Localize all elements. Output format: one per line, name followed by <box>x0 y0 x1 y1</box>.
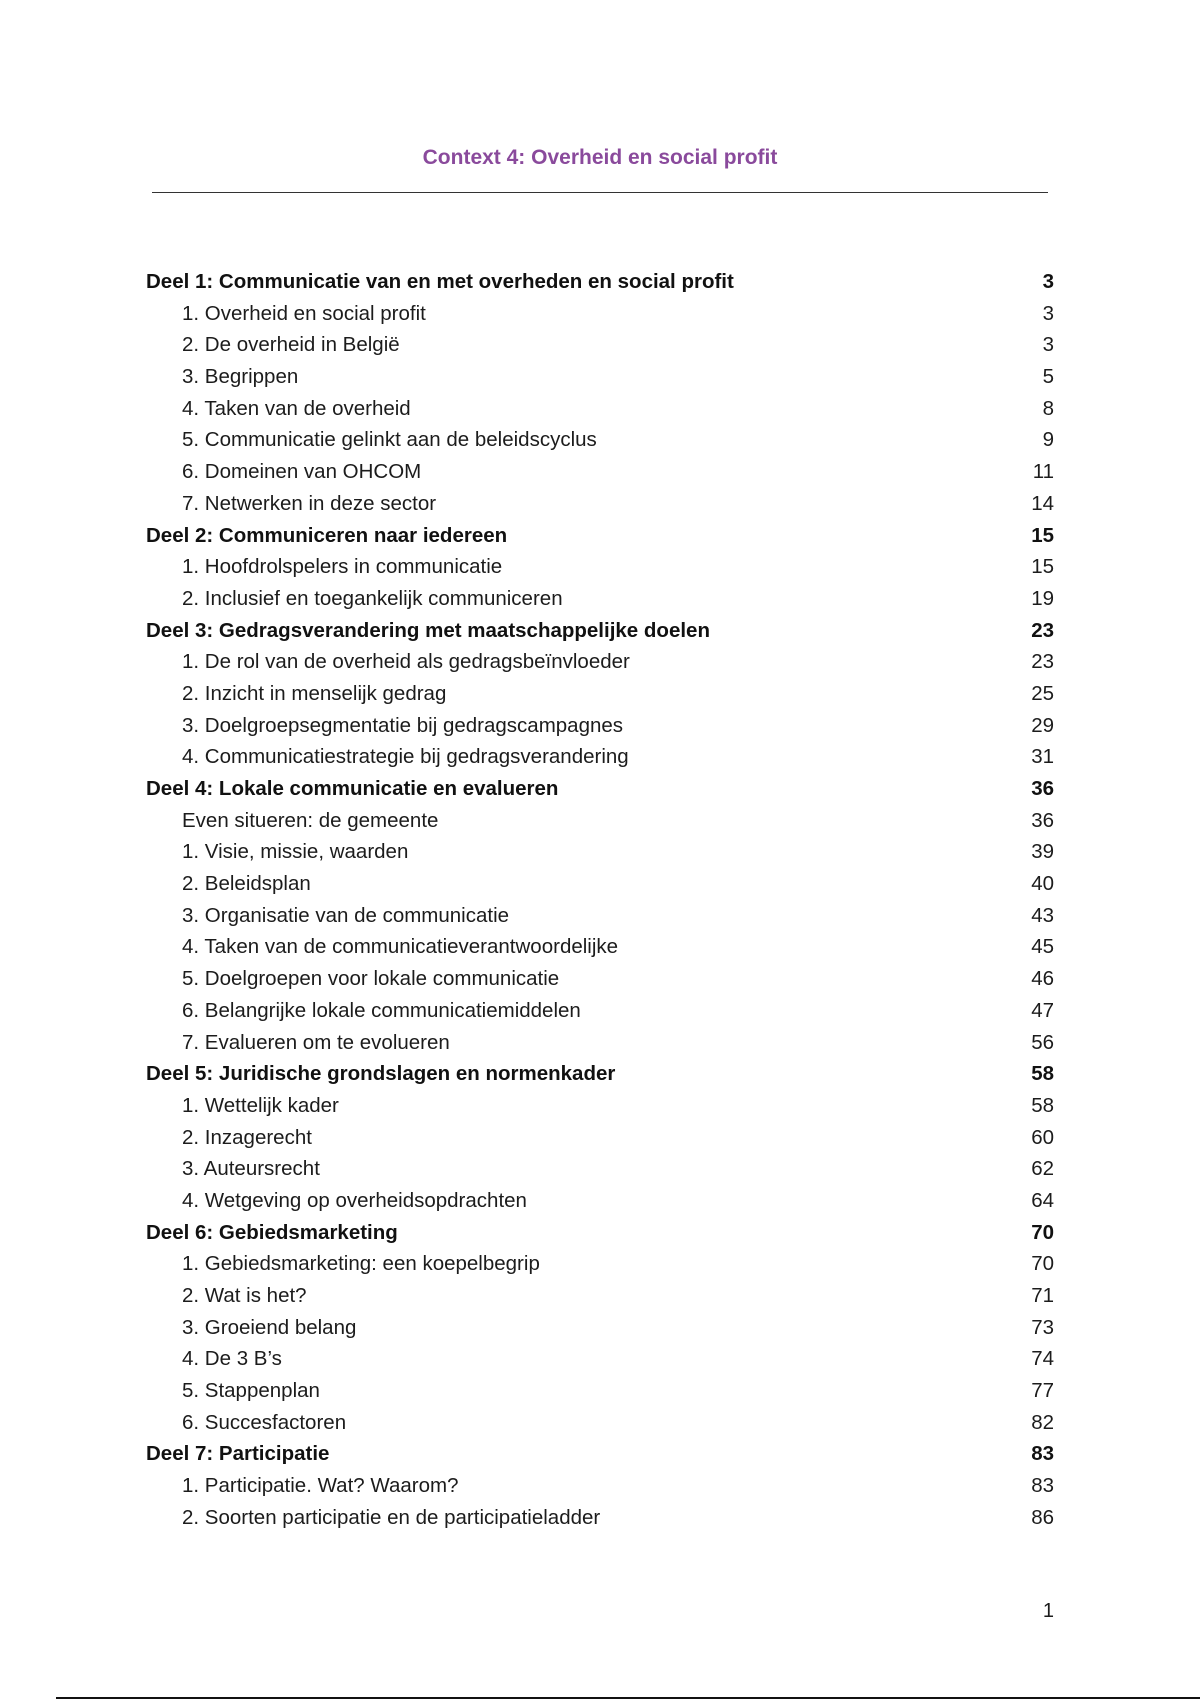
toc-entry-label: 4. Wetgeving op overheidsopdrachten <box>182 1188 527 1212</box>
toc-sub-entry[interactable] <box>146 1185 1054 1217</box>
toc-entry-label: 4. Communicatiestrategie bij gedragsverandering <box>182 745 629 769</box>
toc-sub-entry[interactable] <box>146 1122 1054 1154</box>
toc-entry-page: 77 <box>1031 1379 1054 1403</box>
toc-entry-page: 70 <box>1031 1252 1054 1276</box>
toc-entry-page: 14 <box>1031 491 1054 515</box>
toc-entry-page: 8 <box>1042 396 1054 420</box>
toc-sub-entry[interactable] <box>146 456 1054 488</box>
toc-sub-entry[interactable] <box>146 1407 1054 1439</box>
toc-entry-label: 2. Inclusief en toegankelijk communiceren <box>182 586 563 610</box>
toc-entry-label: 2. Inzicht in menselijk gedrag <box>182 681 447 705</box>
toc-sub-entry[interactable] <box>146 710 1054 742</box>
toc-sub-entry[interactable] <box>146 963 1054 995</box>
toc-sub-entry[interactable] <box>146 1153 1054 1185</box>
toc-entry-page: 31 <box>1031 745 1054 769</box>
toc-entry-label: 2. De overheid in België <box>182 333 400 357</box>
toc-sub-entry[interactable] <box>146 393 1054 425</box>
toc-entry-label: Even situeren: de gemeente <box>182 808 439 832</box>
toc-entry-page: 62 <box>1031 1157 1054 1181</box>
toc-sub-entry[interactable] <box>146 805 1054 837</box>
toc-entry-label: 2. Soorten participatie en de participatieladder <box>182 1505 601 1529</box>
toc-entry-page: 83 <box>1031 1442 1054 1466</box>
toc-sub-entry[interactable] <box>146 931 1054 963</box>
toc-entry-page: 45 <box>1031 935 1054 959</box>
toc-sub-entry[interactable] <box>146 900 1054 932</box>
toc-sub-entry[interactable] <box>146 361 1054 393</box>
toc-sub-entry[interactable] <box>146 678 1054 710</box>
toc-entry-page: 73 <box>1031 1315 1054 1339</box>
toc-sub-entry[interactable] <box>146 1343 1054 1375</box>
toc-part-entry[interactable] <box>146 266 1054 298</box>
toc-entry-label: 1. Visie, missie, waarden <box>182 840 409 864</box>
table-of-contents <box>146 266 1054 1534</box>
toc-entry-label: 3. Begrippen <box>182 365 299 389</box>
toc-entry-page: 11 <box>1032 460 1054 484</box>
toc-entry-label: 2. Beleidsplan <box>182 872 311 896</box>
toc-entry-page: 23 <box>1031 650 1054 674</box>
toc-entry-page: 36 <box>1031 808 1054 832</box>
toc-entry-label: 7. Evalueren om te evolueren <box>182 1030 450 1054</box>
toc-entry-label: 2. Inzagerecht <box>182 1125 312 1149</box>
toc-sub-entry[interactable] <box>146 1280 1054 1312</box>
toc-entry-page: 56 <box>1031 1030 1054 1054</box>
toc-entry-page: 36 <box>1031 777 1054 800</box>
toc-entry-label: 5. Stappenplan <box>182 1379 320 1403</box>
toc-entry-page: 60 <box>1031 1125 1054 1149</box>
toc-sub-entry[interactable] <box>146 1248 1054 1280</box>
toc-entry-page: 74 <box>1031 1347 1054 1371</box>
toc-entry-page: 29 <box>1031 713 1054 737</box>
toc-entry-label: 1. Gebiedsmarketing: een koepelbegrip <box>182 1252 540 1276</box>
toc-part-entry[interactable] <box>146 615 1054 647</box>
toc-entry-label: 1. Wettelijk kader <box>182 1093 339 1117</box>
toc-entry-label: Deel 4: Lokale communicatie en evalueren <box>146 777 559 800</box>
toc-entry-page: 58 <box>1031 1093 1054 1117</box>
toc-entry-label: 3. Organisatie van de communicatie <box>182 903 510 927</box>
toc-entry-label: 2. Wat is het? <box>182 1284 307 1307</box>
toc-entry-label: 7. Netwerken in deze sector <box>182 491 437 515</box>
toc-entry-page: 82 <box>1031 1410 1054 1434</box>
toc-entry-label: 6. Domeinen van OHCOM <box>182 460 422 484</box>
toc-entry-page: 58 <box>1031 1062 1054 1086</box>
toc-part-entry[interactable] <box>146 773 1054 805</box>
toc-sub-entry[interactable] <box>146 424 1054 456</box>
toc-sub-entry[interactable] <box>146 298 1054 330</box>
toc-entry-page: 39 <box>1031 840 1054 864</box>
toc-entry-page: 3 <box>1042 301 1054 325</box>
toc-part-entry[interactable] <box>146 520 1054 552</box>
toc-sub-entry[interactable] <box>146 1312 1054 1344</box>
toc-sub-entry[interactable] <box>146 583 1054 615</box>
toc-entry-page: 46 <box>1031 967 1054 991</box>
toc-part-entry[interactable] <box>146 1438 1054 1470</box>
toc-entry-label: Deel 7: Participatie <box>146 1442 330 1466</box>
toc-sub-entry[interactable] <box>146 646 1054 678</box>
toc-entry-label: Deel 6: Gebiedsmarketing <box>146 1220 398 1244</box>
toc-sub-entry[interactable] <box>146 836 1054 868</box>
toc-entry-page: 43 <box>1031 903 1054 927</box>
toc-sub-entry[interactable] <box>146 1027 1054 1059</box>
toc-entry-page: 25 <box>1031 681 1054 705</box>
toc-sub-entry[interactable] <box>146 488 1054 520</box>
toc-entry-page: 47 <box>1031 998 1054 1022</box>
toc-entry-page: 86 <box>1031 1505 1054 1529</box>
toc-entry-page: 9 <box>1042 428 1054 452</box>
toc-sub-entry[interactable] <box>146 1470 1054 1502</box>
toc-entry-page: 5 <box>1042 365 1054 389</box>
toc-entry-label: 1. De rol van de overheid als gedragsbeïnvloeder <box>182 650 630 674</box>
toc-sub-entry[interactable] <box>146 995 1054 1027</box>
bottom-divider <box>56 1697 1200 1699</box>
toc-entry-label: Deel 5: Juridische grondslagen en normenkader <box>146 1062 616 1086</box>
toc-entry-label: Deel 2: Communiceren naar iedereen <box>146 523 508 547</box>
toc-entry-label: 1. Overheid en social profit <box>182 301 426 325</box>
toc-entry-label: 1. Participatie. Wat? Waarom? <box>182 1474 459 1498</box>
toc-sub-entry[interactable] <box>146 741 1054 773</box>
toc-entry-label: 4. De 3 B’s <box>182 1347 282 1371</box>
toc-entry-label: 5. Doelgroepen voor lokale communicatie <box>182 967 560 991</box>
toc-entry-label: 5. Communicatie gelinkt aan de beleidscyclus <box>182 428 597 452</box>
toc-entry-page: 15 <box>1031 523 1054 547</box>
toc-entry-page: 3 <box>1042 270 1054 293</box>
toc-entry-label: Deel 1: Communicatie van en met overheden en social profit <box>146 270 734 293</box>
toc-entry-label: 4. Taken van de overheid <box>182 396 411 420</box>
toc-entry-label: 6. Belangrijke lokale communicatiemiddelen <box>182 998 581 1022</box>
toc-entry-page: 83 <box>1031 1474 1054 1498</box>
page-number: 1 <box>1042 1600 1054 1622</box>
toc-part-entry[interactable] <box>146 1058 1054 1090</box>
toc-entry-page: 15 <box>1031 555 1054 579</box>
toc-sub-entry[interactable] <box>146 551 1054 583</box>
toc-sub-entry[interactable] <box>146 868 1054 900</box>
toc-sub-entry[interactable] <box>146 1375 1054 1407</box>
toc-entry-page: 40 <box>1031 872 1054 896</box>
toc-entry-label: 4. Taken van de communicatieverantwoordelijke <box>182 935 619 959</box>
toc-entry-label: 1. Hoofdrolspelers in communicatie <box>182 555 503 579</box>
toc-part-entry[interactable] <box>146 1217 1054 1249</box>
toc-sub-entry[interactable] <box>146 329 1054 361</box>
toc-entry-page: 23 <box>1031 618 1054 642</box>
toc-entry-label: Deel 3: Gedragsverandering met maatschappelijke doelen <box>146 618 710 642</box>
toc-entry-page: 64 <box>1031 1188 1054 1212</box>
toc-entry-label: 3. Doelgroepsegmentatie bij gedragscampagnes <box>182 713 624 737</box>
toc-sub-entry[interactable] <box>146 1502 1054 1534</box>
toc-entry-page: 70 <box>1031 1220 1054 1244</box>
toc-entry-label: 3. Auteursrecht <box>182 1157 320 1181</box>
page-title: Context 4: Overheid en social profit <box>422 146 778 169</box>
toc-entry-page: 19 <box>1031 586 1054 610</box>
toc-entry-page: 71 <box>1031 1284 1054 1307</box>
toc-entry-label: 6. Succesfactoren <box>182 1410 347 1434</box>
toc-entry-page: 3 <box>1042 333 1054 357</box>
header-divider <box>152 192 1048 193</box>
toc-entry-label: 3. Groeiend belang <box>182 1315 357 1339</box>
toc-sub-entry[interactable] <box>146 1090 1054 1122</box>
